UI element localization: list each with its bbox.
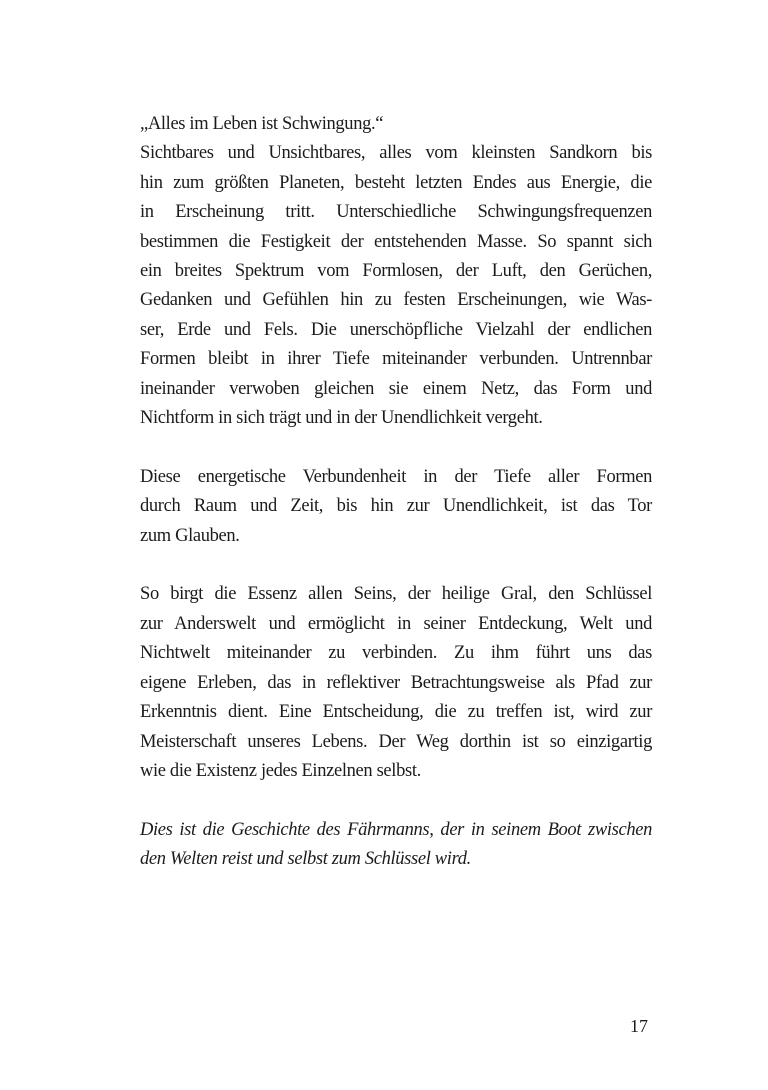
text-line: Dies ist die Geschichte des Fährmanns, der in seinem Boot zwischen	[140, 819, 652, 840]
text-line: Gedanken und Gefühlen hin zu festen Erscheinungen, wie Was-	[140, 290, 652, 311]
text-line: Meisterschaft unseres Lebens. Der Weg dorthin ist so einzigartig	[140, 731, 652, 752]
paragraph-body	[140, 580, 652, 786]
text-line: wie die Existenz jedes Einzelnen selbst.	[140, 760, 421, 781]
paragraph-italic	[140, 816, 652, 875]
text-line: Erkenntnis dient. Eine Entscheidung, die zu treffen ist, wird zur	[140, 702, 652, 723]
text-line: ein breites Spektrum vom Formlosen, der Luft, den Gerüchen,	[140, 261, 652, 282]
text-line: Formen bleibt in ihrer Tiefe miteinander verbunden. Untrennbar	[140, 349, 652, 370]
text-line: „Alles im Leben ist Schwingung.“	[140, 114, 384, 134]
text-line: durch Raum und Zeit, bis hin zur Unendlichkeit, ist das Tor	[140, 496, 652, 517]
paragraph-body	[140, 139, 652, 433]
page-number: 17	[630, 1016, 648, 1036]
text-line: bestimmen die Festigkeit der entstehenden Masse. So spannt sich	[140, 231, 652, 252]
text-line: in Erscheinung tritt. Unterschiedliche Schwingungsfrequenzen	[140, 202, 652, 223]
text-line: hin zum größten Planeten, besteht letzten Endes aus Energie, die	[140, 172, 652, 193]
paragraph-body	[140, 463, 652, 551]
text-line: Nichtwelt miteinander zu verbinden. Zu ihm führt uns das	[140, 643, 652, 664]
text-line: zum Glauben.	[140, 525, 240, 546]
page-text	[140, 110, 652, 875]
text-line: ser, Erde und Fels. Die unerschöpfliche Vielzahl der endlichen	[140, 319, 652, 340]
text-line: Diese energetische Verbundenheit in der Tiefe aller Formen	[140, 466, 652, 487]
text-line: den Welten reist und selbst zum Schlüssel wird.	[140, 849, 471, 870]
text-line: Sichtbares und Unsichtbares, alles vom kleinsten Sandkorn bis	[140, 143, 652, 164]
text-line: zur Anderswelt und ermöglicht in seiner Entdeckung, Welt und	[140, 613, 652, 634]
text-line: So birgt die Essenz allen Seins, der heilige Gral, den Schlüssel	[140, 584, 652, 605]
text-line: ineinander verwoben gleichen sie einem Netz, das Form und	[140, 378, 652, 399]
text-line: Nichtform in sich trägt und in der Unendlichkeit vergeht.	[140, 408, 543, 429]
text-line: eigene Erleben, das in reflektiver Betrachtungsweise als Pfad zur	[140, 672, 652, 693]
paragraph-quote	[140, 110, 652, 139]
